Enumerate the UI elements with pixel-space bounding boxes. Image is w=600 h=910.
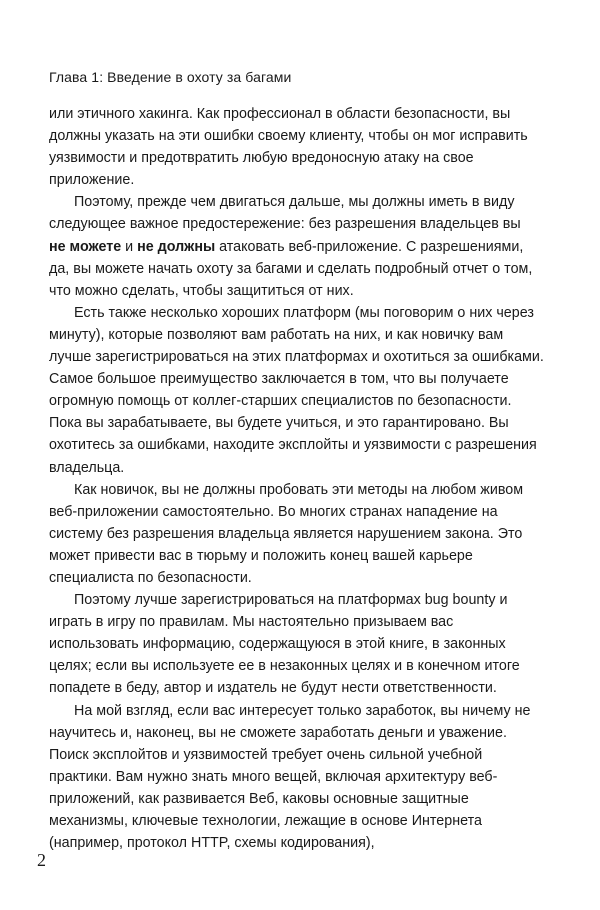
text-line: приложений, как развивается Веб, каковы основные защитные — [49, 790, 469, 807]
text-line: играть в игру по правилам. Мы настоятельно призываем вас — [49, 614, 454, 631]
paragraph-first-line: Как новичок, вы не должны пробовать эти методы на любом живом — [74, 481, 524, 498]
text-line: огромную помощь от коллег-старших специалистов по безопасности. — [49, 393, 512, 410]
bold-phrase: не должны — [137, 238, 216, 255]
text-line: веб-приложении самостоятельно. Во многих странах нападение на — [49, 503, 498, 520]
text-line: лучше зарегистрироваться на этих платформах и охотиться за ошибками. — [49, 349, 544, 366]
text-line: Самое большое преимущество заключается в том, что вы получаете — [49, 371, 509, 388]
text-line: должны указать на эти ошибки своему клиенту, чтобы он мог исправить — [49, 128, 528, 145]
paragraph-first-line: Поэтому, прежде чем двигаться дальше, мы должны иметь в виду — [74, 194, 515, 211]
running-header: Глава 1: Введение в охоту за багами — [49, 69, 292, 85]
paragraph-first-line: На мой взгляд, если вас интересует только заработок, вы ничему не — [74, 702, 531, 719]
text-line: использовать информацию, содержащуюся в этой книге, в законных — [49, 636, 506, 653]
text-line: Пока вы зарабатываете, вы будете учиться, и это гарантировано. Вы — [49, 415, 509, 432]
text-line: научитесь и, наконец, вы не сможете заработать деньги и уважение. — [49, 724, 507, 741]
page-number: 2 — [37, 850, 46, 870]
text-line: владельца. — [49, 459, 125, 476]
text-line-with-emphasis — [49, 236, 553, 258]
text-line: систему без разрешения владельца является нарушением закона. Это — [49, 525, 523, 542]
text-line: специалиста по безопасности. — [49, 569, 252, 586]
paragraph-first-line: Есть также несколько хороших платформ (мы поговорим о них через — [74, 304, 534, 321]
text-line: механизмы, ключевые технологии, лежащие в основе Интернета — [49, 813, 482, 829]
text-line: практики. Вам нужно знать много вещей, включая архитектуру веб- — [49, 768, 498, 785]
text-line: попадете в беду, автор и издатель не будут нести ответственности. — [49, 680, 497, 697]
text-line: Поиск эксплойтов и уязвимостей требует очень сильной учебной — [49, 746, 483, 763]
text-line: уязвимости и предотвратить любую вредоносную атаку на свое — [49, 150, 474, 167]
body-text — [49, 103, 553, 854]
text-line: минуту), которые позволяют вам работать на них, и как новичку вам — [49, 326, 504, 343]
text-fragment: и — [121, 238, 138, 255]
text-line: охотитесь за ошибками, находите эксплойты и уязвимости с разрешения — [49, 437, 537, 454]
text-line: или этичного хакинга. Как профессионал в области безопасности, вы — [49, 106, 511, 122]
text-line: да, вы можете начать охоту за багами и сделать подробный отчет о том, — [49, 260, 533, 277]
text-line: (например, протокол HTTP, схемы кодирования), — [49, 835, 375, 852]
text-line: может привести вас в тюрьму и положить конец вашей карьере — [49, 547, 473, 564]
text-line: целях; если вы используете ее в незаконных целях и в конечном итоге — [49, 658, 520, 675]
bold-phrase: не можете — [49, 238, 122, 255]
text-line: приложение. — [49, 172, 135, 189]
text-line: следующее важное предостережение: без разрешения владельцев вы — [49, 216, 521, 233]
paragraph-first-line: Поэтому лучше зарегистрироваться на платформах bug bounty и — [74, 592, 508, 609]
text-fragment: атаковать веб-приложение. С разрешениями, — [215, 238, 524, 255]
text-line: что можно сделать, чтобы защититься от них. — [49, 282, 354, 299]
